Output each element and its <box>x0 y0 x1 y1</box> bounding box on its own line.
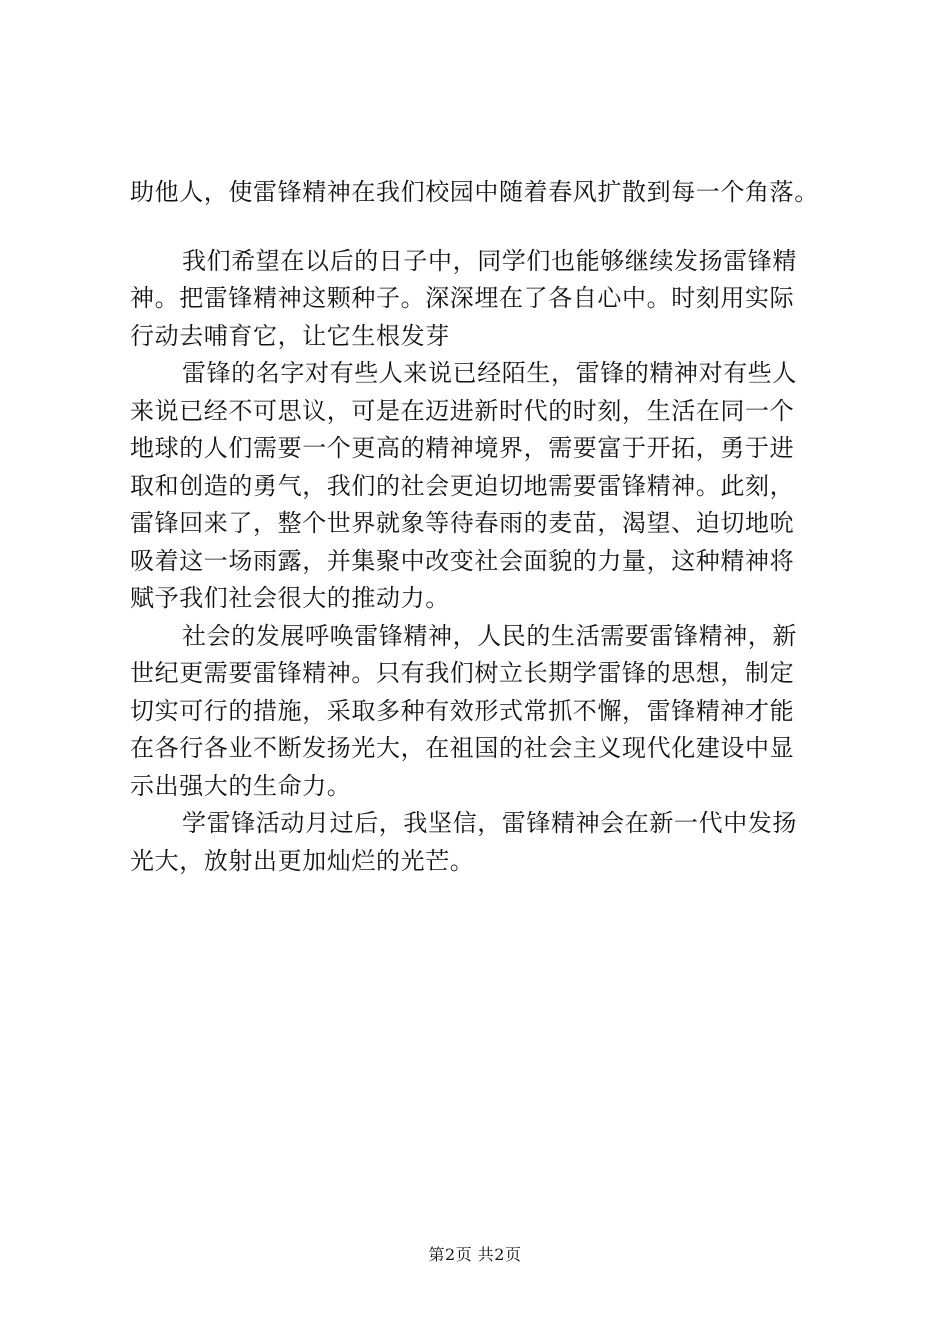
text-line: 社会的发展呼唤雷锋精神，人民的生活需要雷锋精神，新 <box>182 621 797 650</box>
text-line: 赋予我们社会很大的推动力。 <box>130 584 450 612</box>
text-line: 地球的人们需要一个更高的精神境界，需要富于开拓，勇于进 <box>130 434 795 462</box>
text-line: 我们希望在以后的日子中，同学们也能够继续发扬雷锋精 <box>182 246 797 275</box>
text-line: 世纪更需要雷锋精神。只有我们树立长期学雷锋的思想，制定 <box>130 659 795 687</box>
document-body <box>130 174 830 880</box>
text-line: 助他人，使雷锋精神在我们校园中随着春风扩散到每一个角落。 <box>130 178 819 206</box>
text-line: 雷锋的名字对有些人来说已经陌生，雷锋的精神对有些人 <box>182 359 797 387</box>
text-line: 光大，放射出更加灿烂的光芒。 <box>130 846 475 875</box>
text-line: 雷锋回来了，整个世界就象等待春雨的麦苗，渴望、迫切地吮 <box>130 509 795 537</box>
text-line: 神。把雷锋精神这颗种子。深深埋在了各自心中。时刻用实际 <box>130 284 795 312</box>
paragraph <box>130 243 830 356</box>
text-line: 学雷锋活动月过后，我坚信，雷锋精神会在新一代中发扬 <box>182 809 797 837</box>
paragraph <box>130 618 830 806</box>
paragraph <box>130 805 830 880</box>
text-line: 行动去哺育它，让它生根发芽 <box>130 321 450 350</box>
paragraph <box>130 355 830 618</box>
text-line: 示出强大的生命力。 <box>130 771 352 800</box>
text-line: 取和创造的勇气，我们的社会更迫切地需要雷锋精神。此刻， <box>130 471 795 500</box>
page-number-footer: 第2页 共2页 <box>428 1245 522 1264</box>
paragraph <box>130 174 830 212</box>
text-line: 吸着这一场雨露，并集聚中改变社会面貌的力量，这种精神将 <box>130 546 795 575</box>
paragraph-gap <box>130 212 830 243</box>
text-line: 来说已经不可思议，可是在迈进新时代的时刻，生活在同一个 <box>130 396 795 425</box>
text-line: 切实可行的措施，采取多种有效形式常抓不懈，雷锋精神才能 <box>130 696 795 725</box>
text-line: 在各行各业不断发扬光大，在祖国的社会主义现代化建设中显 <box>130 734 795 762</box>
